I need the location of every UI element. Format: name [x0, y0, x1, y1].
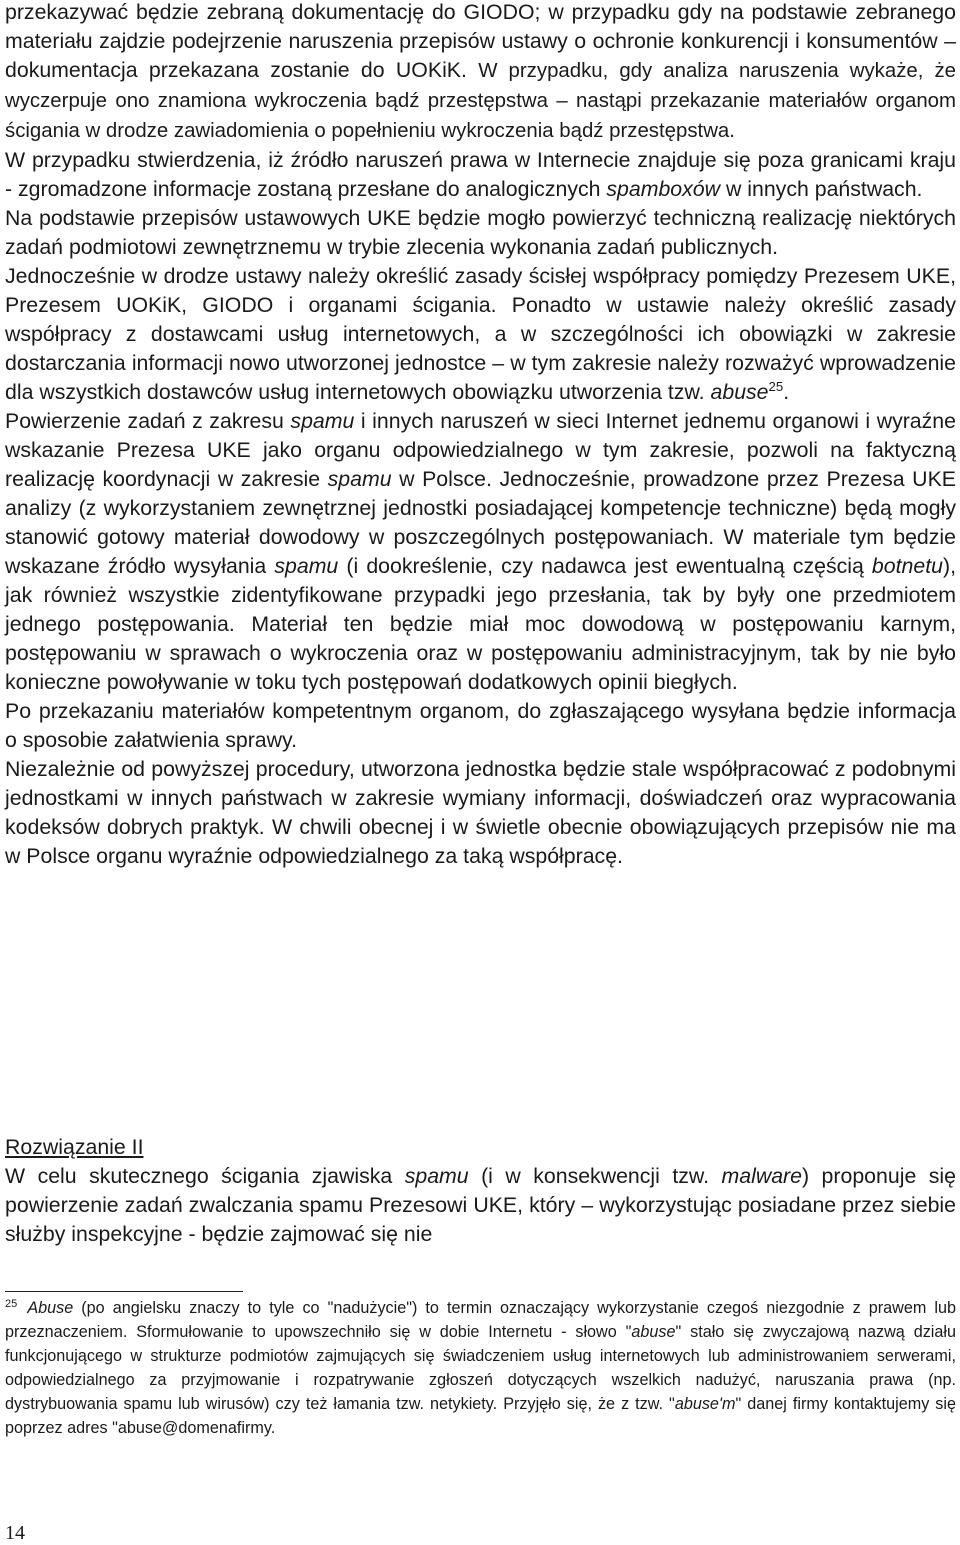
- body-text: [5, 0, 956, 871]
- paragraph: Na podstawie przepisów ustawowych UKE będzie mogło powierzyć techniczną realizację niektórych zadań podmiotowi zewnętrznemu w trybie zlecenia wykonania zadań publicznych.: [5, 206, 956, 259]
- paragraph-text: (i w konsekwencji tzw.: [468, 1164, 722, 1188]
- emphasis: spamu: [274, 554, 339, 578]
- emphasis: abuse'm: [674, 1395, 736, 1413]
- emphasis: spamboxów: [606, 177, 721, 201]
- paragraph-text: W przypadku stwierdzenia, iż źródło naruszeń prawa w Internecie znajduje się poza granicami kraju - zgromadzone informacje zostaną przesłane do analogicznych: [5, 148, 956, 201]
- paragraph: [5, 407, 956, 697]
- paragraph-text: w innych państwach.: [720, 177, 923, 201]
- paragraph-text: (i dookreślenie, czy nadawca jest ewentualną częścią: [338, 554, 872, 578]
- footnote-text: " stało się zwyczajową nazwą działu funkcjonującego w strukturze podmiotów zajmujących się świadczeniem usług internetowych lub administrowaniem serwerami, odpowiedzialnego za przyjmowanie i rozpatrywanie zgłoszeń dotyczących wszelkich nadużyć, naruszania prawa (np. dystrybuowania spamu lub wirusów) czy też łamania tzw. netykiety. Przyjęło się, że z tzw. ": [5, 1323, 956, 1413]
- footnotes: [5, 1296, 956, 1440]
- footnote-number: 25: [5, 1297, 18, 1310]
- emphasis: botnetu: [871, 554, 943, 578]
- emphasis: malware: [721, 1164, 802, 1188]
- emphasis: Abuse: [27, 1299, 74, 1317]
- paragraph-text: W celu skutecznego ścigania zjawiska: [5, 1164, 405, 1188]
- footnote: [5, 1296, 956, 1440]
- paragraph: [5, 0, 956, 146]
- section-block: [5, 1133, 956, 1249]
- paragraph-text: W przypadku, gdy analiza naruszenia wykaże, że wyczerpuje ono znamiona wykroczenia bądź przestępstwa – nastąpi przekazanie materiałów organom ścigania w drodze zawiadomienia o popełnieniu wykroczenia bądź przestępstwa.: [5, 60, 956, 142]
- emphasis: spamu: [290, 409, 355, 433]
- emphasis: abuse: [710, 380, 769, 404]
- paragraph-text: ), jak również wszystkie zidentyfikowane przypadki jego przesłania, tak by były one przedmiotem jednego postępowania. Materiał ten będzie miał moc dowodową w postępowaniu karnym, postępowaniu w sprawach o wykroczenia oraz w postępowaniu administracyjnym, tak by nie było konieczne powoływanie w toku tych postępowań dodatkowych opinii biegłych.: [5, 554, 956, 694]
- paragraph: [5, 1162, 956, 1249]
- paragraph-text: Powierzenie zadań z zakresu: [5, 409, 291, 433]
- emphasis: spamu: [327, 467, 392, 491]
- footnote-text: (po angielsku znaczy to tyle co "nadużycie") to termin oznaczający wykorzystanie czegoś niezgodnie z prawem lub przeznaczeniem. Sformułowanie to upowszechniło się w dobie Internetu - słowo ": [5, 1299, 956, 1341]
- paragraph-text: przekazywać będzie zebraną dokumentację do GIODO; w przypadku gdy na podstawie zebranego materiału zajdzie podejrzenie naruszenia przepisów ustawy o ochronie konkurencji i konsumentów – dokumentacja przekazana zostanie do UOKiK.: [5, 0, 956, 82]
- paragraph-text: w Polsce. Jednocześnie, prowadzone przez Prezesa UKE analizy (z wykorzystaniem zewnętrznej jednostki posiadającej kompetencje techniczne) będą mogły stanowić gotowy materiał dowodowy w poszczególnych postępowaniach. W materiale tym będzie wskazane źródło wysyłania: [5, 467, 956, 578]
- paragraph-text: ) proponuje się powierzenie zadań zwalczania spamu Prezesowi UKE, który – wykorzystując posiadane przez siebie służby inspekcyjne - będzie zajmować się nie: [5, 1164, 956, 1246]
- paragraph: [5, 262, 956, 407]
- emphasis: spamu: [404, 1164, 469, 1188]
- paragraph-text: .: [783, 380, 790, 404]
- paragraph: Niezależnie od powyższej procedury, utworzona jednostka będzie stale współpracować z podobnymi jednostkami w innych państwach w zakresie wymiany informacji, doświadczeń oraz wypracowania kodeksów dobrych praktyk. W chwili obecnej i w świetle obecnie obowiązujących przepisów nie ma w Polsce organu wyraźnie odpowiedzialnego za taką współpracę.: [5, 757, 956, 868]
- paragraph: Po przekazaniu materiałów kompetentnym organom, do zgłaszającego wysyłana będzie informacja o sposobie załatwienia sprawy.: [5, 699, 956, 752]
- paragraph-text: Jednocześnie w drodze ustawy należy określić zasady ścisłej współpracy pomiędzy Prezesem UKE, Prezesem UOKiK, GIODO i organami ścigania. Ponadto w ustawie należy określić zasady współpracy z dostawcami usług internetowych, a w szczególności ich obowiązki w zakresie dostarczania informacji nowo utworzonej jednostce – w tym zakresie należy rozważyć wprowadzenie dla wszystkich dostawców usług internetowych obowiązku utworzenia tzw.: [5, 264, 956, 404]
- footnote-reference[interactable]: 25: [768, 378, 784, 394]
- emphasis: abuse: [631, 1323, 676, 1341]
- section-title: Rozwiązanie II: [5, 1135, 144, 1159]
- paragraph-text: i innych naruszeń w sieci Internet jednemu organowi i wyraźne wskazanie Prezesa UKE jako organu odpowiedzialnego w tym zakresie, pozwoli na faktyczną realizację koordynacji w zakresie: [5, 409, 956, 491]
- page-number: 14: [5, 1522, 25, 1544]
- footnote-separator: [5, 1291, 243, 1292]
- paragraph: [5, 146, 956, 204]
- footnote-text: " danej firmy kontaktujemy się poprzez adres "abuse@domenafirmy.: [5, 1395, 956, 1437]
